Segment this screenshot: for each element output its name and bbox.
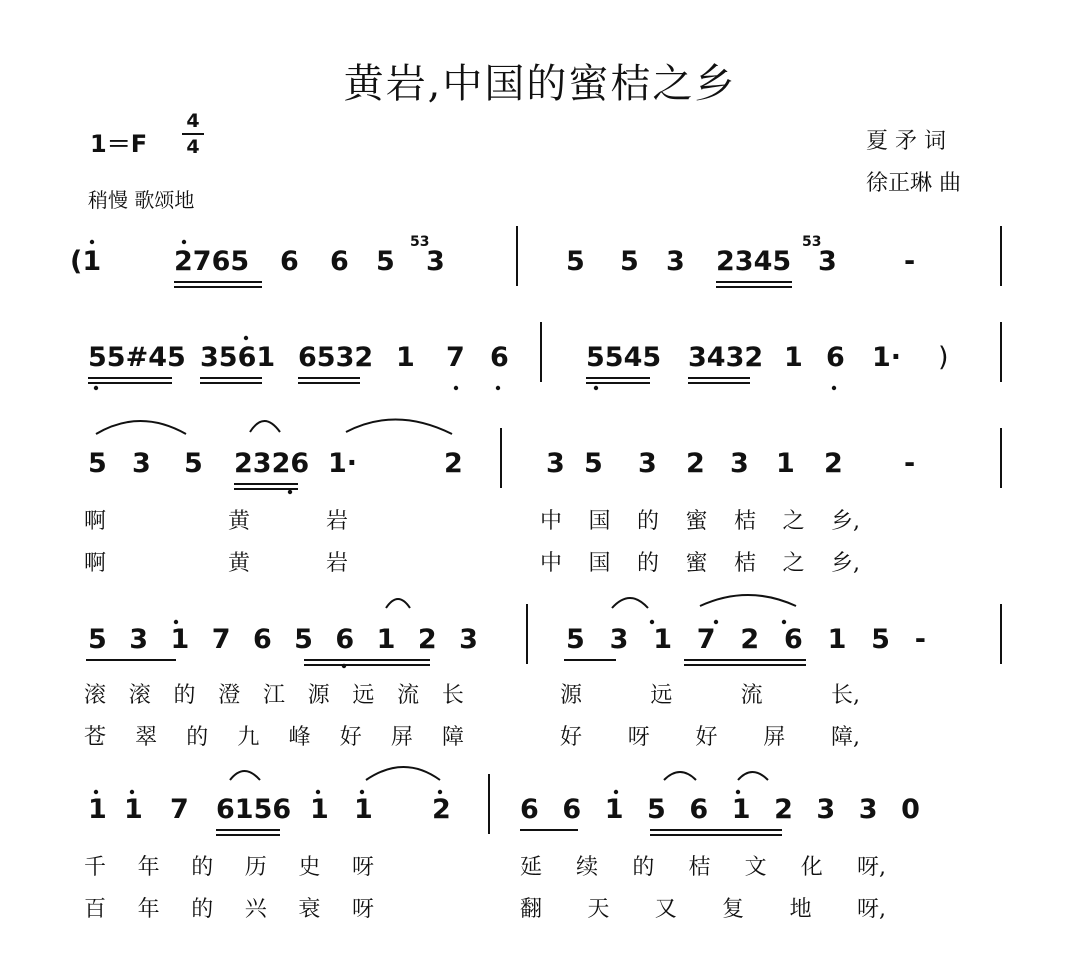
note: 1	[354, 794, 373, 825]
lyric: 苍	[84, 725, 107, 750]
note: 3	[818, 246, 837, 277]
lyric: 国	[588, 551, 611, 576]
note: 5	[620, 246, 639, 277]
lyric: 乡,	[831, 551, 860, 576]
lyric: 澄	[218, 683, 241, 708]
lyric: 桔	[734, 551, 757, 576]
note: 6	[280, 246, 299, 277]
lyric: 翠	[135, 725, 158, 750]
note: 2765	[174, 246, 250, 277]
key-signature: 1＝F	[90, 130, 148, 158]
lyric: 桔	[688, 855, 711, 880]
lyric: 复	[722, 897, 745, 922]
note: 1	[731, 794, 751, 825]
note: 5	[566, 624, 585, 655]
lyric: 中	[540, 509, 563, 534]
note: 1	[653, 624, 672, 655]
note: 3	[132, 448, 151, 479]
note: 1	[124, 794, 143, 825]
note: 5	[376, 246, 395, 277]
lyric: 蜜	[685, 509, 708, 534]
lyric: 的	[173, 683, 196, 708]
lyric: 的	[191, 855, 214, 880]
grace-note: 53	[802, 234, 822, 250]
note: 1	[776, 448, 795, 479]
time-signature-top: 4	[186, 110, 200, 132]
lyric: 蜜	[685, 551, 708, 576]
note: 6	[562, 794, 582, 825]
lyric: 桔	[734, 509, 757, 534]
note: 0	[901, 794, 920, 825]
lyric: 峰	[288, 725, 311, 750]
note: 1	[88, 794, 107, 825]
note: 2	[417, 624, 437, 655]
note: 1·	[328, 448, 358, 479]
note: 3432	[688, 342, 764, 373]
lyric: 文	[744, 855, 767, 880]
note: 5545	[586, 342, 662, 373]
note: 6	[335, 624, 355, 655]
lyric: 障	[441, 725, 464, 750]
note: 6	[689, 794, 709, 825]
page-title: 黄岩,中国的蜜桔之乡	[343, 61, 737, 107]
closing-paren: )	[938, 342, 949, 373]
lyric: 衰	[298, 897, 321, 922]
note: 1	[784, 342, 803, 373]
lyric: 又	[654, 897, 677, 922]
lyric: 流	[740, 683, 763, 708]
lyric: 之	[782, 551, 805, 576]
note: 3	[609, 624, 629, 655]
note: 5	[184, 448, 203, 479]
note: 3	[638, 448, 657, 479]
lyric: 屏	[390, 725, 413, 750]
lyric: 的	[632, 855, 655, 880]
lyric: 岩	[326, 509, 349, 534]
lyric: 黄	[228, 509, 251, 534]
composer-credit: 徐正琳 曲	[866, 171, 961, 196]
note: -	[904, 246, 916, 277]
note: 3	[858, 794, 878, 825]
lyricist-credit: 夏 矛 词	[866, 129, 946, 154]
note: 5	[566, 246, 585, 277]
note: 1	[604, 794, 624, 825]
note: 6	[490, 342, 509, 373]
lyric: 翻	[520, 897, 543, 922]
note: 6532	[298, 342, 374, 373]
lyric: 天	[587, 897, 610, 922]
note: 2	[432, 794, 451, 825]
note: 55#45	[88, 342, 186, 373]
lyric: 延	[520, 855, 543, 880]
note: -	[904, 448, 916, 479]
note: 3	[816, 794, 836, 825]
lyric: 史	[298, 855, 321, 880]
lyric: 黄	[228, 551, 251, 576]
note: 6	[826, 342, 845, 373]
note: 6156	[216, 794, 292, 825]
lyric: 好	[560, 725, 583, 750]
note: 3561	[200, 342, 276, 373]
note: (1	[70, 246, 102, 277]
lyric: 续	[576, 855, 599, 880]
lyric: 历	[244, 855, 267, 880]
note: 6	[520, 794, 539, 825]
lyric: 九	[237, 725, 260, 750]
note: 3	[459, 624, 478, 655]
note: 1	[396, 342, 415, 373]
lyric: 源	[307, 683, 330, 708]
note: 2	[740, 624, 760, 655]
note: 1	[170, 624, 190, 655]
note: 7	[446, 342, 465, 373]
lyric: 百	[84, 897, 107, 922]
lyric: 呀,	[856, 897, 886, 922]
lyric: 年	[137, 855, 160, 880]
lyric: 江	[262, 683, 285, 708]
lyric: 兴	[244, 897, 267, 922]
lyric: 滚	[84, 683, 107, 708]
note: 3	[730, 448, 749, 479]
lyric: 之	[782, 509, 805, 534]
note: 1	[376, 624, 396, 655]
grace-note: 53	[410, 234, 430, 250]
lyric: 长,	[830, 683, 860, 708]
note: 7	[696, 624, 716, 655]
tempo-marking: 稍慢 歌颂地	[88, 188, 195, 212]
note: 1·	[872, 342, 902, 373]
lyric: 千	[84, 855, 107, 880]
note: 2345	[716, 246, 792, 277]
note: 3	[666, 246, 685, 277]
note: 3	[426, 246, 445, 277]
lyric: 乡,	[831, 509, 860, 534]
note: 5	[88, 624, 107, 655]
note: 5	[584, 448, 603, 479]
note: 3	[546, 448, 565, 479]
note: 6	[252, 624, 272, 655]
lyric: 呀	[351, 897, 374, 922]
lyric: 流	[397, 683, 420, 708]
lyric: 远	[352, 683, 375, 708]
lyric: 啊	[84, 551, 107, 576]
lyric: 呀	[627, 725, 650, 750]
note: 5	[647, 794, 666, 825]
lyric: 屏	[763, 725, 786, 750]
note: 2326	[234, 448, 310, 479]
note: 2	[444, 448, 463, 479]
lyric: 国	[588, 509, 611, 534]
note: 7	[211, 624, 231, 655]
note: 2	[774, 794, 793, 825]
note: 5	[88, 448, 107, 479]
lyric: 的	[191, 897, 214, 922]
time-signature-bottom: 4	[186, 136, 200, 158]
note: -	[914, 624, 926, 655]
lyric: 滚	[128, 683, 151, 708]
lyric: 呀,	[856, 855, 886, 880]
note: 2	[686, 448, 705, 479]
note: 6	[783, 624, 803, 655]
lyric: 长	[441, 683, 464, 708]
note: 7	[170, 794, 189, 825]
lyric: 远	[650, 683, 673, 708]
lyric: 地	[789, 897, 812, 922]
lyric: 年	[137, 897, 160, 922]
lyric: 障,	[831, 725, 860, 750]
note: 2	[824, 448, 843, 479]
lyric: 啊	[84, 509, 107, 534]
lyric: 好	[695, 725, 718, 750]
lyric: 岩	[326, 551, 349, 576]
note: 3	[129, 624, 149, 655]
lyric: 呀	[351, 855, 374, 880]
note: 6	[330, 246, 349, 277]
lyric: 好	[339, 725, 362, 750]
note: 5	[294, 624, 313, 655]
note: 1	[827, 624, 847, 655]
lyric: 源	[560, 683, 583, 708]
lyric: 的	[186, 725, 209, 750]
lyric: 化	[800, 855, 823, 880]
note: 5	[871, 624, 890, 655]
lyric: 的	[637, 509, 660, 534]
lyric: 中	[540, 551, 563, 576]
lyric: 的	[637, 551, 660, 576]
note: 1	[310, 794, 329, 825]
